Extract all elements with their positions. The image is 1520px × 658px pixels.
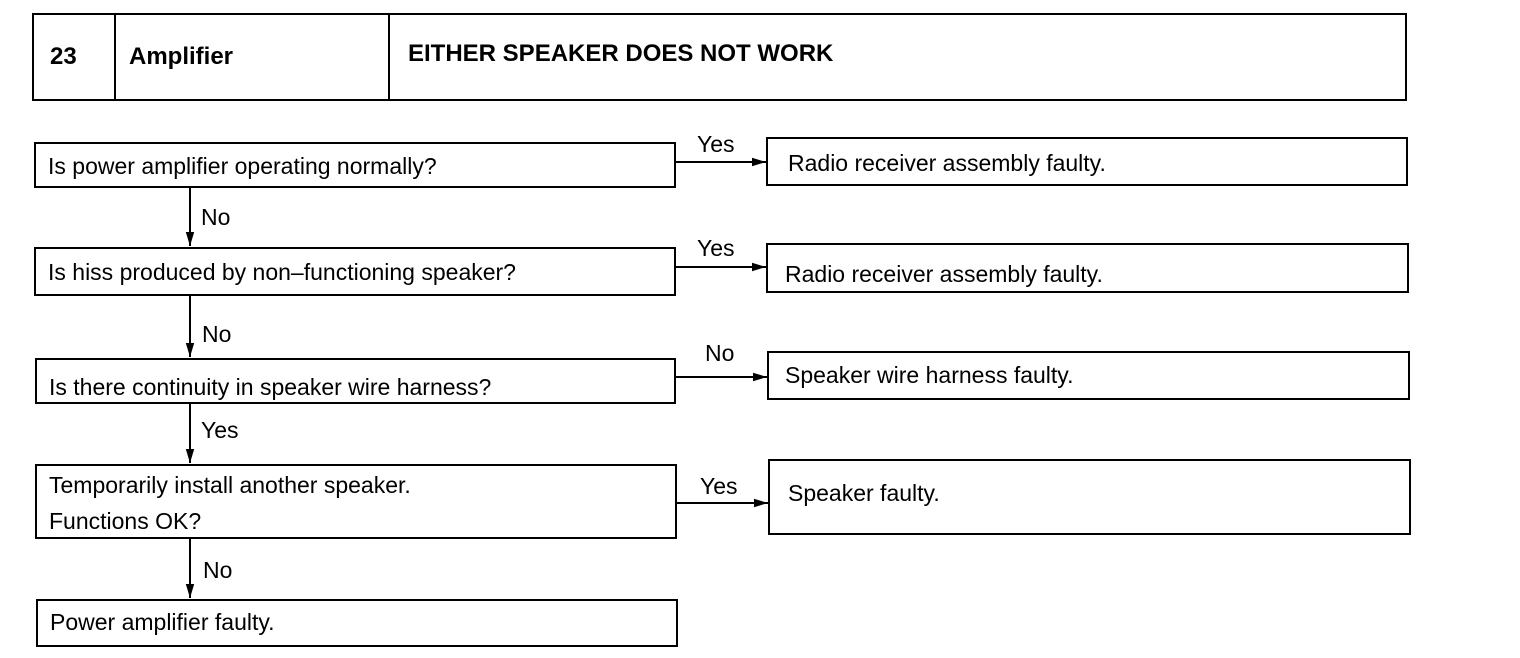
question-text-line1: Temporarily install another speaker. (49, 472, 411, 498)
header-symptom: EITHER SPEAKER DOES NOT WORK (408, 40, 834, 67)
final-result-box (36, 599, 678, 647)
question-text: Is there continuity in speaker wire harness? (49, 374, 492, 400)
branch-label-q1-no: No (201, 204, 231, 230)
branch-label-q2-no: No (202, 321, 232, 347)
branch-label-q1-yes: Yes (697, 131, 735, 157)
question-box-1 (34, 142, 676, 188)
question-box-4 (35, 464, 677, 539)
header-number: 23 (34, 15, 116, 99)
question-box-2 (34, 247, 676, 296)
question-text: Is hiss produced by non–functioning speaker? (48, 259, 516, 285)
result-text: Speaker wire harness faulty. (785, 362, 1074, 388)
question-text-line2: Functions OK? (49, 508, 202, 534)
branch-label-q4-no: No (203, 557, 233, 583)
result-text: Radio receiver assembly faulty. (788, 150, 1106, 176)
branch-label-q4-yes: Yes (700, 473, 738, 499)
result-box-4 (768, 459, 1411, 535)
result-text: Radio receiver assembly faulty. (785, 261, 1103, 287)
question-box-3 (35, 358, 676, 404)
result-box-2 (766, 243, 1409, 293)
result-box-3 (767, 351, 1410, 400)
question-text: Is power amplifier operating normally? (48, 153, 437, 179)
branch-label-q2-yes: Yes (697, 235, 735, 261)
result-text: Speaker faulty. (788, 480, 940, 506)
result-box-1 (766, 137, 1408, 186)
branch-label-q3-no: No (705, 340, 735, 366)
header-component: Amplifier (116, 15, 390, 99)
final-result-text: Power amplifier faulty. (50, 609, 275, 635)
branch-label-q3-yes: Yes (201, 417, 239, 443)
